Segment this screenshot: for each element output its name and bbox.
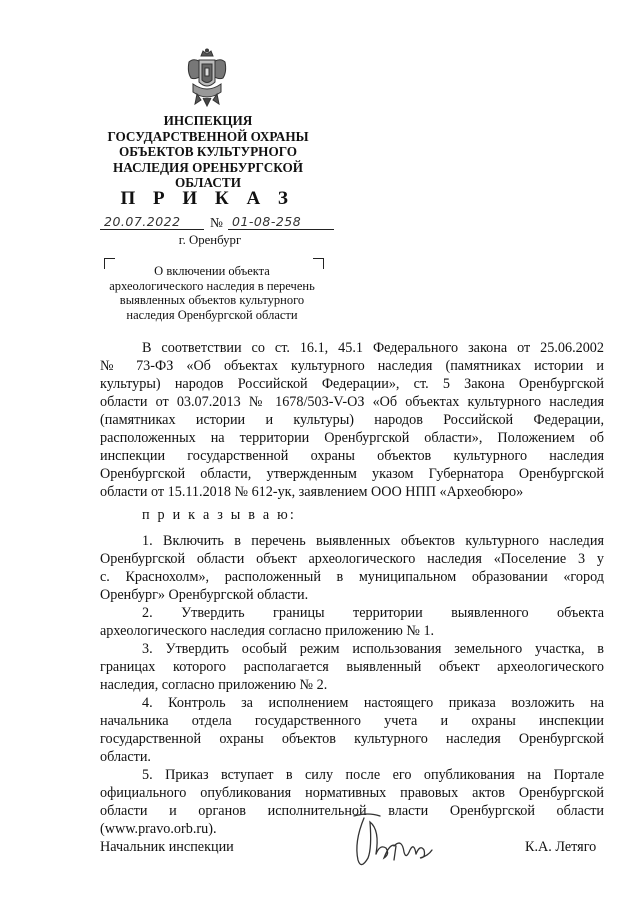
authority-line: ОБЪЕКТОВ КУЛЬТУРНОГО [118, 144, 298, 159]
signatory-name: К.А. Летяго [525, 839, 597, 855]
subject-line: О включении объекта [154, 264, 270, 278]
number-underline [228, 229, 334, 230]
preamble [100, 339, 604, 501]
authority-line: ИНСПЕКЦИЯ [163, 113, 253, 128]
item-line: официального опубликования нормативных правовых актов Оренбургской [100, 785, 604, 801]
city: г. Оренбург [178, 233, 242, 247]
date-underline [100, 229, 204, 230]
preamble-line: В соответствии со ст. 16.1, 45.1 Федерального закона от 25.06.2002 [142, 340, 604, 356]
order-date: 20.07.2022 [104, 214, 181, 229]
authority-name [95, 113, 321, 191]
order-item-3 [100, 640, 604, 694]
order-item-4 [100, 694, 604, 766]
authority-line: ОБЛАСТИ [175, 175, 241, 190]
preamble-line: инспекции государственной охраны объектов культурного наследия [100, 448, 604, 464]
item-line: 5. Приказ вступает в силу после его опубликования на Портале [142, 767, 604, 783]
order-item-2 [100, 604, 604, 640]
subject-line: археологического наследия в перечень [109, 278, 315, 293]
subject-line: выявленных объектов культурного [119, 293, 305, 308]
item-line: 3. Утвердить особый режим использования земельного участка, в [142, 641, 604, 657]
item-line: 4. Контроль за исполнением настоящего приказа возложить на [142, 695, 604, 711]
preamble-line: Оренбургской области, утвержденным указом Губернатора Оренбургской [100, 466, 604, 482]
preamble-line: области от 15.11.2018 № 612-ук, заявлением ООО НПП «Археобюро» [100, 484, 524, 500]
item-line: (www.pravo.orb.ru). [100, 821, 217, 837]
item-line: Оренбург» Оренбургской области. [100, 587, 309, 603]
coat-of-arms-icon [185, 48, 229, 108]
item-line: 1. Включить в перечень выявленных объектов культурного наследия [142, 533, 604, 549]
authority-line: ГОСУДАРСТВЕННОЙ ОХРАНЫ [107, 128, 309, 144]
subject-line: наследия Оренбургской области [126, 307, 298, 322]
authority-line: НАСЛЕДИЯ ОРЕНБУРГСКОЙ [113, 159, 303, 175]
item-line: 2. Утвердить границы территории выявленного объекта [142, 605, 604, 621]
handwritten-signature-icon [350, 808, 440, 874]
order-number: 01-08-258 [232, 214, 302, 229]
signatory-title: Начальник инспекции [100, 839, 234, 855]
preamble-line: культуры) народов Российской Федерации», ст. 5 Закона Оренбургской [100, 376, 604, 392]
item-line: области и органов исполнительной власти Оренбургской области [100, 803, 604, 819]
date-number-line [100, 214, 340, 234]
item-line: границах которого располагается выявленный объект археологического [100, 659, 604, 675]
item-line: археологического наследия согласно приложению № 1. [100, 623, 435, 639]
number-sign: № [210, 215, 223, 230]
item-line: с. Краснохолм», расположенный в муниципальном образовании «город [100, 569, 604, 585]
preamble-line: (памятниках истории и культуры) народов Российской Федерации, [100, 412, 604, 428]
command-word: п р и к а з ы в а ю: [142, 507, 297, 523]
preamble-line: расположенных на территории Оренбургской области», Положением об [100, 430, 604, 446]
item-line: Оренбургской области объект археологического наследия «Поселение 3 у [100, 551, 604, 567]
item-line: начальника отдела государственного учета и охраны инспекции [100, 713, 604, 729]
preamble-line: № 73-ФЗ «Об объектах культурного наследия (памятниках истории и [100, 358, 604, 374]
item-line: наследия, согласно приложению № 2. [100, 677, 328, 693]
order-items [100, 532, 604, 838]
order-title: П Р И К А З [120, 188, 295, 209]
order-subject [88, 264, 336, 322]
order-item-1 [100, 532, 604, 604]
item-line: государственной охраны объектов культурного наследия Оренбургской [100, 731, 604, 747]
preamble-line: области от 03.07.2013 № 1678/503-V-ОЗ «Об объектах культурного наследия [100, 394, 604, 410]
item-line: области. [100, 749, 151, 765]
